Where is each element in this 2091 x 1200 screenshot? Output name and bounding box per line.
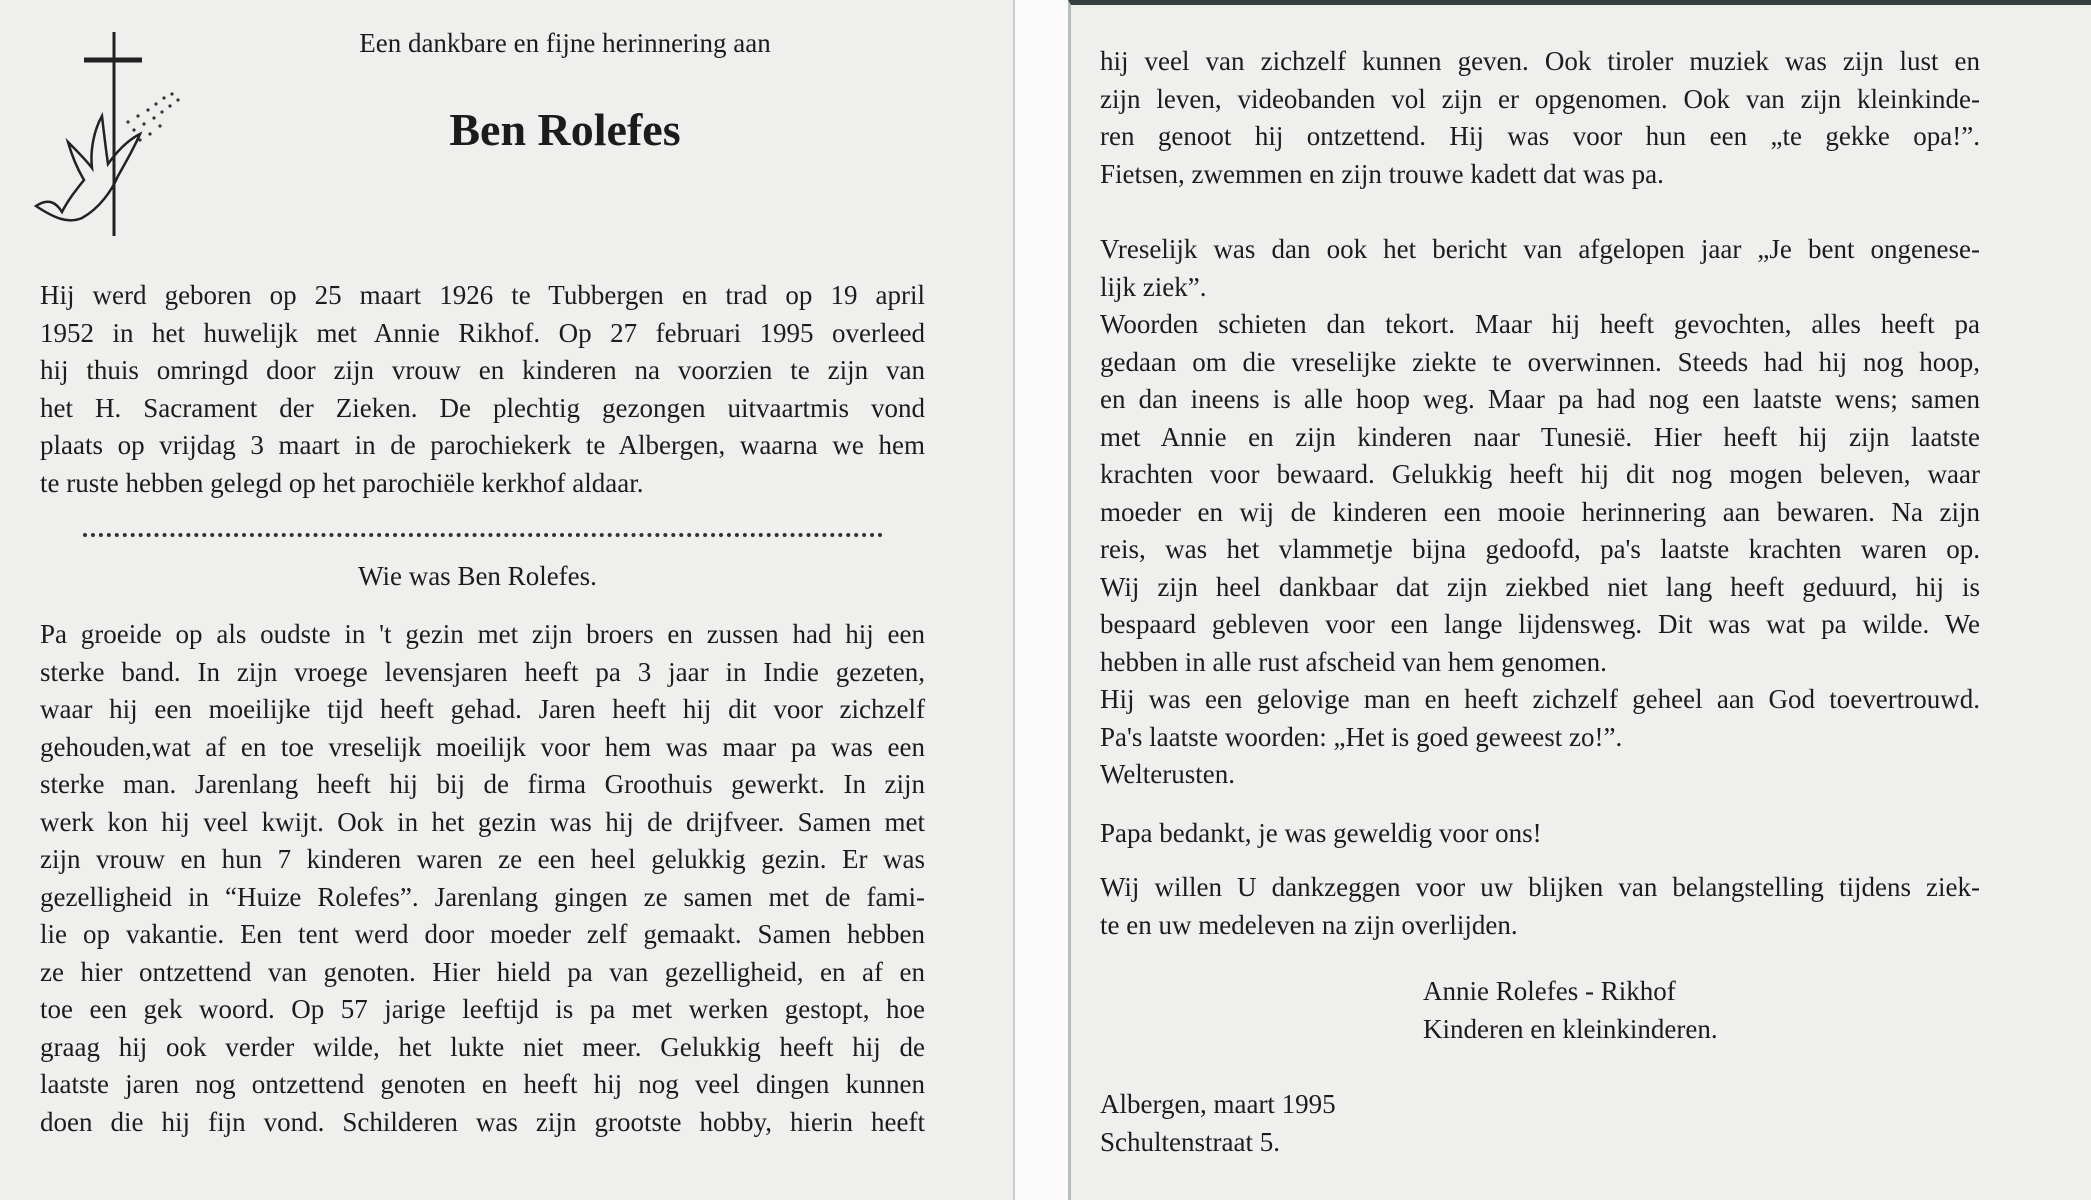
text-line: Albergen, maart 1995 [1100, 1089, 1336, 1119]
text-line: doen die hij fijn vond. Schilderen was zijn grootste hobby, hierin heeft [40, 1106, 925, 1137]
text-line: het H. Sacrament der Zieken. De plechtig gezongen uitvaartmis vond [40, 392, 925, 423]
text-line: lijk ziek”. [1100, 271, 1207, 302]
address [1100, 1086, 1336, 1161]
text-line: ze hier ontzettend van genoten. Hier hield pa van gezelligheid, en af en [40, 956, 925, 987]
text-line: Welterusten. [1100, 759, 1236, 789]
text-line: Schultenstraat 5. [1100, 1126, 1280, 1157]
thanks-line: Papa bedankt, je was geweldig voor ons! [1100, 818, 1542, 848]
text-line: en dan ineens is alle hoop weg. Maar pa had nog een laatste wens; samen [1100, 384, 1980, 414]
text-line: met Annie en zijn kinderen naar Tunesië. Hier heeft hij zijn laatste [1100, 421, 1980, 452]
text-line: zijn leven, videobanden vol zijn er opgenomen. Ook van zijn kleinkinde- [1100, 83, 1980, 114]
right-page [1068, 0, 2091, 1200]
text-line: gehouden,wat af en toe vreselijk moeilijk voor hem was maar pa was een [40, 731, 925, 762]
left-page [0, 0, 1015, 1200]
text-line: toe een gek woord. Op 57 jarige leeftijd is pa met werken gestopt, hoe [40, 994, 925, 1024]
text-line: te en uw medeleven na zijn overlijden. [1100, 909, 1518, 940]
dotted-divider [83, 533, 883, 537]
text-line: Fietsen, zwemmen en zijn trouwe kadett dat was pa. [1100, 158, 1664, 189]
text-line: graag hij ook verder wilde, het lukte niet meer. Gelukkig heeft hij de [40, 1031, 925, 1062]
hobby-paragraph [1100, 43, 1980, 193]
text-line: krachten voor bewaard. Gelukkig heeft hij dit nog mogen beleven, waar [1100, 459, 1980, 489]
text-line: Annie Rolefes - Rikhof [1423, 976, 1676, 1006]
text-line: Woorden schieten dan tekort. Maar hij heeft gevochten, alles heeft pa [1100, 309, 1980, 339]
text-line: hebben in alle rust afscheid van hem genomen. [1100, 646, 1607, 677]
text-line: moeder en wij de kinderen een mooie herinnering aan bewaren. Na zijn [1100, 496, 1980, 527]
text-line: Wij zijn heel dankbaar dat zijn ziekbed niet lang heeft geduurd, hij is [1100, 571, 1980, 602]
text-line: reis, was het vlammetje bijna gedoofd, pa's laatste krachten waren op. [1100, 534, 1980, 564]
text-line: Pa's laatste woorden: „Het is goed geweest zo!”. [1100, 721, 1623, 752]
text-line: bespaard gebleven voor een lange lijdensweg. Dit was wat pa wilde. We [1100, 609, 1980, 639]
text-line: sterke band. In zijn vroege levensjaren heeft pa 3 jaar in Indie gezeten, [40, 656, 925, 687]
subheading: Wie was Ben Rolefes. [358, 561, 597, 591]
text-line: Vreselijk was dan ook het bericht van afgelopen jaar „Je bent ongenese- [1100, 234, 1980, 264]
text-line: hij thuis omringd door zijn vrouw en kinderen na voorzien te zijn van [40, 355, 925, 385]
deceased-name: Ben Rolefes [449, 104, 681, 155]
text-line: 1952 in het huwelijk met Annie Rikhof. Op 27 februari 1995 overleed [40, 317, 925, 348]
text-line: Hij werd geboren op 25 maart 1926 te Tubbergen en trad op 19 april [40, 280, 925, 310]
text-line: sterke man. Jarenlang heeft hij bij de firma Groothuis gewerkt. In zijn [40, 769, 925, 799]
cross-with-dove-icon [28, 30, 198, 240]
text-line: ren genoot hij ontzettend. Hij was voor hun een „te gekke opa!”. [1100, 121, 1980, 151]
text-line: werk kon hij veel kwijt. Ook in het gezin was hij de drijfveer. Samen met [40, 806, 925, 837]
text-line: laatste jaren nog ontzettend genoten en heeft hij nog veel dingen kunnen [40, 1069, 925, 1099]
header-line: Een dankbare en fijne herinnering aan [359, 28, 771, 58]
text-line: te ruste hebben gelegd op het parochiële kerkhof aldaar. [40, 467, 644, 498]
text-line: zijn vrouw en hun 7 kinderen waren ze een heel gelukkig gezin. Er was [40, 844, 925, 874]
biography-paragraph [40, 616, 925, 1141]
text-line: waar hij een moeilijke tijd heeft gehad. Jaren heeft hij dit voor zichzelf [40, 694, 925, 724]
text-line: hij veel van zichzelf kunnen geven. Ook tiroler muziek was zijn lust en [1100, 46, 1980, 76]
signature [1423, 973, 1718, 1048]
text-line: plaats op vrijdag 3 maart in de parochiekerk te Albergen, waarna we hem [40, 430, 925, 460]
text-line: lie op vakantie. Een tent werd door moeder zelf gemaakt. Samen hebben [40, 919, 925, 949]
text-line: Hij was een gelovige man en heeft zichzelf geheel aan God toevertrouwd. [1100, 684, 1980, 714]
intro-paragraph [40, 277, 925, 502]
text-line: Kinderen en kleinkinderen. [1423, 1013, 1718, 1044]
text-line: Wij willen U dankzeggen voor uw blijken van belangstelling tijdens ziek- [1100, 872, 1980, 902]
text-line: gedaan om die vreselijke ziekte te overwinnen. Steeds had hij nog hoop, [1100, 346, 1980, 377]
gratitude-paragraph [1100, 869, 1980, 944]
text-line: Pa groeide op als oudste in 't gezin met zijn broers en zussen had hij een [40, 619, 925, 649]
illness-paragraph [1100, 231, 1980, 794]
text-line: gezelligheid in “Huize Rolefes”. Jarenlang gingen ze samen met de fami- [40, 881, 925, 912]
